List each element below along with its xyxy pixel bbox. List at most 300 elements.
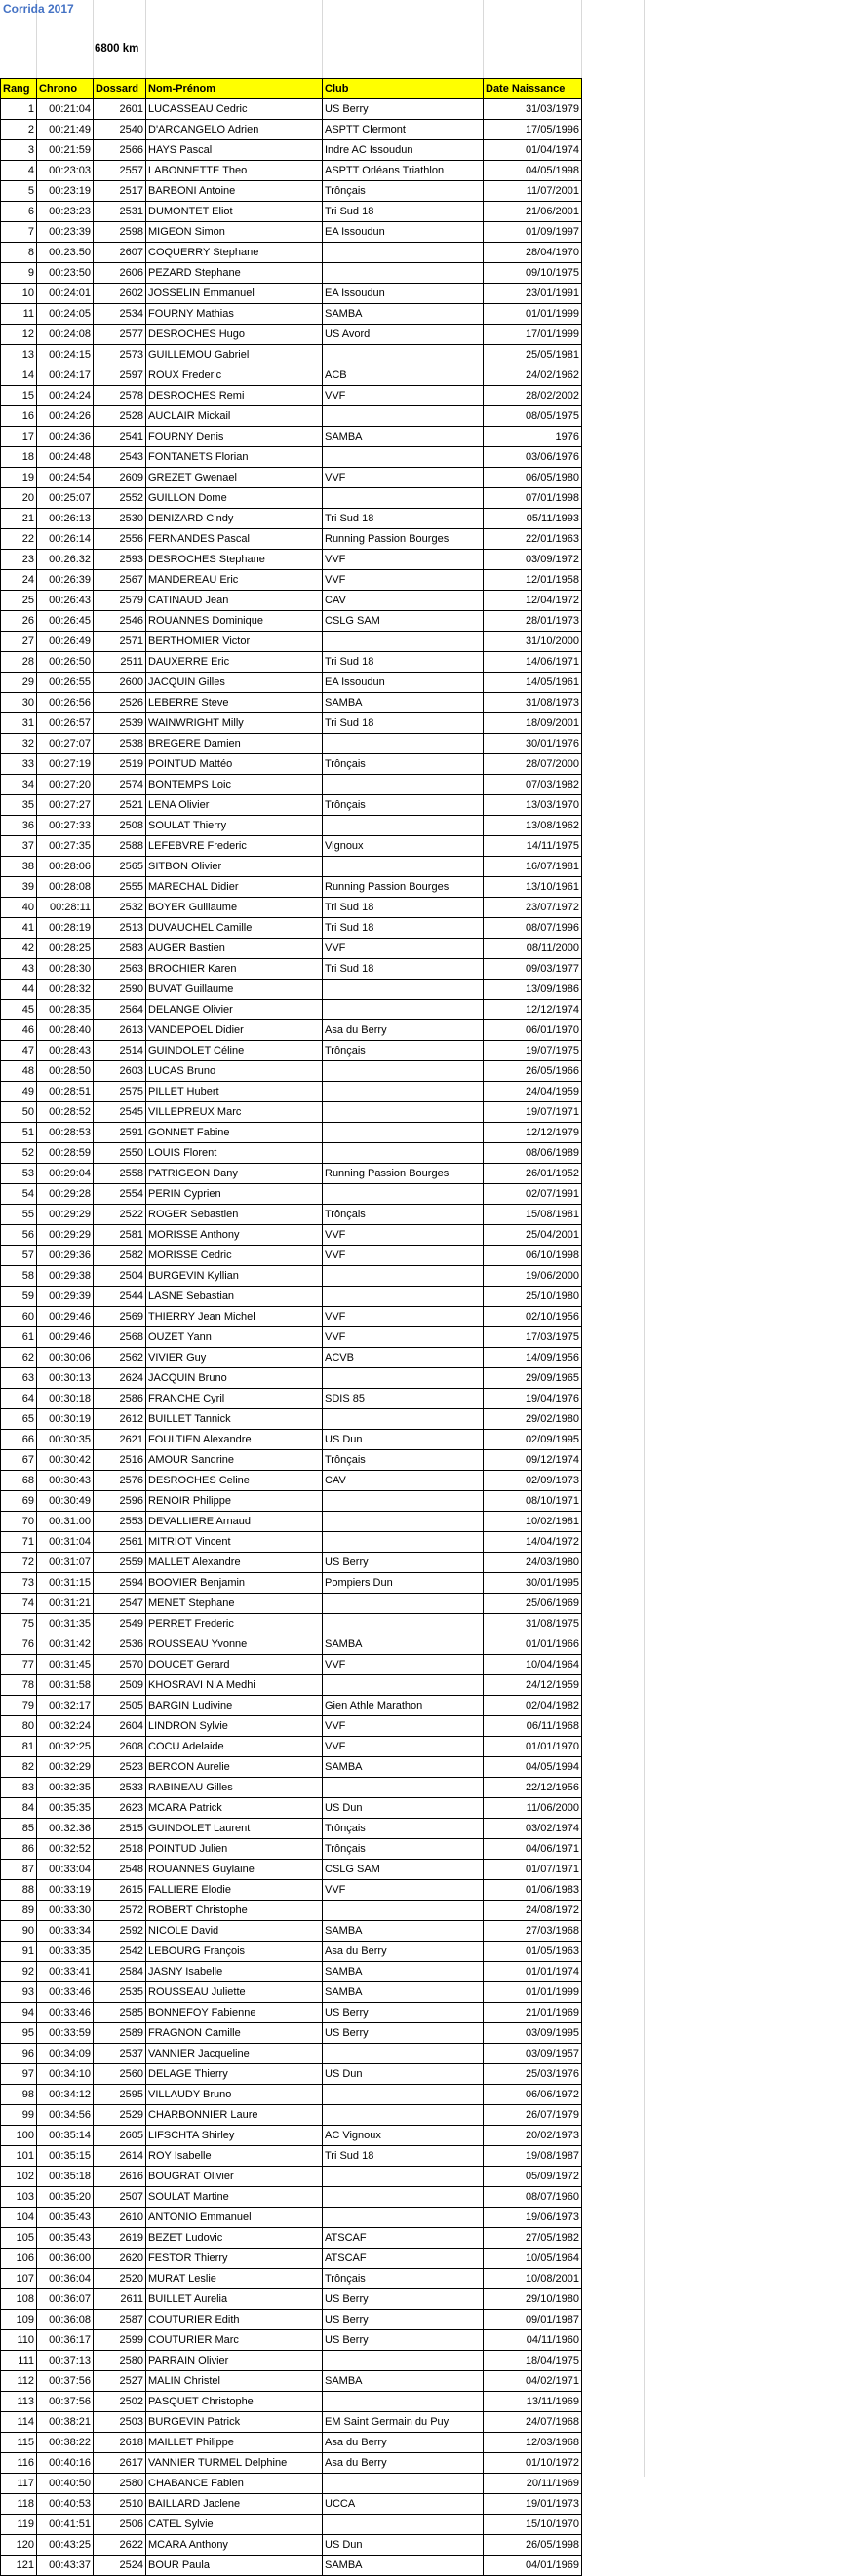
cell-club[interactable]	[323, 734, 484, 754]
cell-chrono[interactable]: 00:31:15	[37, 1573, 94, 1594]
cell-rang[interactable]: 31	[1, 713, 37, 734]
cell-club[interactable]: VVF	[323, 1246, 484, 1266]
cell-nom-prenom[interactable]: ROUSSEAU Yvonne	[146, 1634, 323, 1655]
header-dossard[interactable]: Dossard	[94, 79, 146, 99]
cell-nom-prenom[interactable]: ROUANNES Guylaine	[146, 1860, 323, 1880]
cell-club[interactable]	[323, 980, 484, 1000]
cell-dossard[interactable]: 2606	[94, 263, 146, 284]
cell-date-naissance[interactable]: 14/11/1975	[484, 836, 582, 857]
cell-chrono[interactable]: 00:29:28	[37, 1184, 94, 1205]
cell-club[interactable]: US Berry	[323, 99, 484, 120]
cell-club[interactable]: VVF	[323, 1716, 484, 1737]
cell-rang[interactable]: 32	[1, 734, 37, 754]
cell-chrono[interactable]: 00:28:35	[37, 1000, 94, 1020]
cell-rang[interactable]: 111	[1, 2351, 37, 2371]
cell-dossard[interactable]: 2528	[94, 406, 146, 427]
cell-rang[interactable]: 99	[1, 2105, 37, 2126]
cell-date-naissance[interactable]: 17/05/1996	[484, 120, 582, 140]
cell-club[interactable]: ATSCAF	[323, 2228, 484, 2249]
cell-club[interactable]	[323, 857, 484, 877]
cell-chrono[interactable]: 00:35:14	[37, 2126, 94, 2146]
cell-nom-prenom[interactable]: BUILLET Aurelia	[146, 2289, 323, 2310]
cell-chrono[interactable]: 00:28:08	[37, 877, 94, 898]
cell-nom-prenom[interactable]: VILLEPREUX Marc	[146, 1102, 323, 1123]
cell-date-naissance[interactable]: 19/07/1975	[484, 1041, 582, 1061]
cell-dossard[interactable]: 2615	[94, 1880, 146, 1901]
cell-rang[interactable]: 38	[1, 857, 37, 877]
cell-dossard[interactable]: 2553	[94, 1512, 146, 1532]
cell-nom-prenom[interactable]: JOSSELIN Emmanuel	[146, 284, 323, 304]
cell-rang[interactable]: 6	[1, 202, 37, 222]
cell-chrono[interactable]: 00:26:57	[37, 713, 94, 734]
cell-rang[interactable]: 88	[1, 1880, 37, 1901]
cell-date-naissance[interactable]: 23/07/1972	[484, 898, 582, 918]
cell-dossard[interactable]: 2523	[94, 1757, 146, 1778]
cell-dossard[interactable]: 2571	[94, 632, 146, 652]
cell-club[interactable]: VVF	[323, 386, 484, 406]
cell-rang[interactable]: 94	[1, 2003, 37, 2023]
cell-chrono[interactable]: 00:30:18	[37, 1389, 94, 1409]
cell-rang[interactable]: 16	[1, 406, 37, 427]
cell-nom-prenom[interactable]: LEFEBVRE Frederic	[146, 836, 323, 857]
cell-nom-prenom[interactable]: COUTURIER Edith	[146, 2310, 323, 2330]
cell-club[interactable]	[323, 775, 484, 795]
cell-nom-prenom[interactable]: THIERRY Jean Michel	[146, 1307, 323, 1327]
cell-club[interactable]: CSLG SAM	[323, 611, 484, 632]
cell-chrono[interactable]: 00:33:30	[37, 1901, 94, 1921]
cell-dossard[interactable]: 2597	[94, 365, 146, 386]
cell-club[interactable]	[323, 1082, 484, 1102]
cell-nom-prenom[interactable]: PARRAIN Olivier	[146, 2351, 323, 2371]
cell-rang[interactable]: 119	[1, 2515, 37, 2535]
cell-nom-prenom[interactable]: PERRET Frederic	[146, 1614, 323, 1634]
cell-dossard[interactable]: 2603	[94, 1061, 146, 1082]
cell-rang[interactable]: 120	[1, 2535, 37, 2556]
cell-chrono[interactable]: 00:29:39	[37, 1287, 94, 1307]
cell-rang[interactable]: 106	[1, 2249, 37, 2269]
cell-date-naissance[interactable]: 19/07/1971	[484, 1102, 582, 1123]
cell-chrono[interactable]: 00:30:35	[37, 1430, 94, 1450]
cell-rang[interactable]: 26	[1, 611, 37, 632]
cell-club[interactable]: ACVB	[323, 1348, 484, 1368]
cell-rang[interactable]: 14	[1, 365, 37, 386]
cell-club[interactable]	[323, 345, 484, 365]
cell-nom-prenom[interactable]: DELANGE Olivier	[146, 1000, 323, 1020]
cell-dossard[interactable]: 2595	[94, 2085, 146, 2105]
cell-chrono[interactable]: 00:33:46	[37, 2003, 94, 2023]
cell-date-naissance[interactable]: 26/07/1979	[484, 2105, 582, 2126]
cell-nom-prenom[interactable]: FERNANDES Pascal	[146, 529, 323, 550]
cell-dossard[interactable]: 2596	[94, 1491, 146, 1512]
cell-dossard[interactable]: 2503	[94, 2412, 146, 2433]
cell-chrono[interactable]: 00:29:46	[37, 1307, 94, 1327]
cell-date-naissance[interactable]: 08/10/1971	[484, 1491, 582, 1512]
cell-dossard[interactable]: 2587	[94, 2310, 146, 2330]
cell-nom-prenom[interactable]: BOUR Paula	[146, 2556, 323, 2576]
cell-chrono[interactable]: 00:34:09	[37, 2044, 94, 2064]
cell-club[interactable]: Tri Sud 18	[323, 713, 484, 734]
cell-club[interactable]: Tri Sud 18	[323, 2146, 484, 2167]
cell-club[interactable]	[323, 1368, 484, 1389]
cell-club[interactable]: US Avord	[323, 325, 484, 345]
cell-chrono[interactable]: 00:26:49	[37, 632, 94, 652]
cell-nom-prenom[interactable]: BOUGRAT Olivier	[146, 2167, 323, 2187]
cell-nom-prenom[interactable]: FALLIERE Elodie	[146, 1880, 323, 1901]
cell-date-naissance[interactable]: 30/01/1995	[484, 1573, 582, 1594]
cell-dossard[interactable]: 2518	[94, 1839, 146, 1860]
cell-rang[interactable]: 47	[1, 1041, 37, 1061]
cell-nom-prenom[interactable]: LIFSCHTA Shirley	[146, 2126, 323, 2146]
cell-rang[interactable]: 53	[1, 1164, 37, 1184]
cell-club[interactable]	[323, 2105, 484, 2126]
cell-dossard[interactable]: 2542	[94, 1942, 146, 1962]
cell-nom-prenom[interactable]: MITRIOT Vincent	[146, 1532, 323, 1553]
cell-chrono[interactable]: 00:32:35	[37, 1778, 94, 1798]
cell-chrono[interactable]: 00:36:07	[37, 2289, 94, 2310]
cell-dossard[interactable]: 2602	[94, 284, 146, 304]
cell-nom-prenom[interactable]: LABONNETTE Theo	[146, 161, 323, 181]
cell-date-naissance[interactable]: 27/03/1968	[484, 1921, 582, 1942]
cell-chrono[interactable]: 00:28:25	[37, 939, 94, 959]
cell-date-naissance[interactable]: 26/05/1966	[484, 1061, 582, 1082]
cell-rang[interactable]: 12	[1, 325, 37, 345]
cell-date-naissance[interactable]: 09/03/1977	[484, 959, 582, 980]
cell-rang[interactable]: 92	[1, 1962, 37, 1982]
cell-date-naissance[interactable]: 01/01/1970	[484, 1737, 582, 1757]
cell-date-naissance[interactable]: 22/12/1956	[484, 1778, 582, 1798]
cell-nom-prenom[interactable]: LEBOURG François	[146, 1942, 323, 1962]
cell-club[interactable]	[323, 2392, 484, 2412]
cell-chrono[interactable]: 00:24:15	[37, 345, 94, 365]
header-date-naissance[interactable]: Date Naissance	[484, 79, 582, 99]
cell-chrono[interactable]: 00:31:21	[37, 1594, 94, 1614]
cell-dossard[interactable]: 2533	[94, 1778, 146, 1798]
cell-date-naissance[interactable]: 28/01/1973	[484, 611, 582, 632]
cell-nom-prenom[interactable]: FOURNY Denis	[146, 427, 323, 447]
cell-dossard[interactable]: 2583	[94, 939, 146, 959]
cell-dossard[interactable]: 2513	[94, 918, 146, 939]
cell-chrono[interactable]: 00:29:46	[37, 1327, 94, 1348]
cell-nom-prenom[interactable]: FOURNY Mathias	[146, 304, 323, 325]
cell-dossard[interactable]: 2619	[94, 2228, 146, 2249]
cell-club[interactable]	[323, 1778, 484, 1798]
cell-dossard[interactable]: 2550	[94, 1143, 146, 1164]
cell-rang[interactable]: 28	[1, 652, 37, 673]
cell-club[interactable]: SAMBA	[323, 1634, 484, 1655]
cell-dossard[interactable]: 2507	[94, 2187, 146, 2208]
cell-dossard[interactable]: 2531	[94, 202, 146, 222]
cell-chrono[interactable]: 00:26:39	[37, 570, 94, 591]
cell-dossard[interactable]: 2541	[94, 427, 146, 447]
cell-nom-prenom[interactable]: BUILLET Tannick	[146, 1409, 323, 1430]
cell-club[interactable]: Trônçais	[323, 1041, 484, 1061]
cell-chrono[interactable]: 00:28:50	[37, 1061, 94, 1082]
cell-dossard[interactable]: 2545	[94, 1102, 146, 1123]
cell-dossard[interactable]: 2546	[94, 611, 146, 632]
cell-club[interactable]	[323, 816, 484, 836]
cell-date-naissance[interactable]: 13/09/1986	[484, 980, 582, 1000]
cell-club[interactable]: Pompiers Dun	[323, 1573, 484, 1594]
cell-dossard[interactable]: 2576	[94, 1471, 146, 1491]
cell-dossard[interactable]: 2534	[94, 304, 146, 325]
cell-club[interactable]: Asa du Berry	[323, 2433, 484, 2453]
cell-club[interactable]: Indre AC Issoudun	[323, 140, 484, 161]
cell-date-naissance[interactable]: 24/12/1959	[484, 1675, 582, 1696]
cell-date-naissance[interactable]: 15/08/1981	[484, 1205, 582, 1225]
cell-club[interactable]	[323, 2044, 484, 2064]
cell-rang[interactable]: 76	[1, 1634, 37, 1655]
cell-club[interactable]	[323, 243, 484, 263]
cell-rang[interactable]: 46	[1, 1020, 37, 1041]
cell-date-naissance[interactable]: 21/06/2001	[484, 202, 582, 222]
cell-club[interactable]: Trônçais	[323, 795, 484, 816]
cell-nom-prenom[interactable]: GREZET Gwenael	[146, 468, 323, 488]
cell-chrono[interactable]: 00:34:12	[37, 2085, 94, 2105]
cell-chrono[interactable]: 00:33:46	[37, 1982, 94, 2003]
cell-chrono[interactable]: 00:30:13	[37, 1368, 94, 1389]
cell-nom-prenom[interactable]: BONTEMPS Loic	[146, 775, 323, 795]
cell-chrono[interactable]: 00:40:53	[37, 2494, 94, 2515]
cell-club[interactable]: EA Issoudun	[323, 673, 484, 693]
cell-nom-prenom[interactable]: AUCLAIR Mickail	[146, 406, 323, 427]
cell-nom-prenom[interactable]: GONNET Fabine	[146, 1123, 323, 1143]
cell-dossard[interactable]: 2578	[94, 386, 146, 406]
cell-nom-prenom[interactable]: VANDEPOEL Didier	[146, 1020, 323, 1041]
cell-dossard[interactable]: 2573	[94, 345, 146, 365]
cell-club[interactable]	[323, 263, 484, 284]
cell-dossard[interactable]: 2567	[94, 570, 146, 591]
cell-chrono[interactable]: 00:26:55	[37, 673, 94, 693]
cell-nom-prenom[interactable]: CHABANCE Fabien	[146, 2474, 323, 2494]
cell-rang[interactable]: 60	[1, 1307, 37, 1327]
cell-dossard[interactable]: 2624	[94, 1368, 146, 1389]
cell-rang[interactable]: 69	[1, 1491, 37, 1512]
cell-nom-prenom[interactable]: LEBERRE Steve	[146, 693, 323, 713]
cell-date-naissance[interactable]: 04/06/1971	[484, 1839, 582, 1860]
cell-chrono[interactable]: 00:38:22	[37, 2433, 94, 2453]
cell-nom-prenom[interactable]: DESROCHES Celine	[146, 1471, 323, 1491]
cell-club[interactable]	[323, 2085, 484, 2105]
cell-date-naissance[interactable]: 13/03/1970	[484, 795, 582, 816]
cell-club[interactable]: Asa du Berry	[323, 2453, 484, 2474]
cell-date-naissance[interactable]: 01/06/1983	[484, 1880, 582, 1901]
cell-dossard[interactable]: 2610	[94, 2208, 146, 2228]
cell-chrono[interactable]: 00:26:14	[37, 529, 94, 550]
cell-nom-prenom[interactable]: D'ARCANGELO Adrien	[146, 120, 323, 140]
cell-nom-prenom[interactable]: GUINDOLET Céline	[146, 1041, 323, 1061]
cell-dossard[interactable]: 2614	[94, 2146, 146, 2167]
cell-chrono[interactable]: 00:37:56	[37, 2392, 94, 2412]
cell-rang[interactable]: 37	[1, 836, 37, 857]
cell-chrono[interactable]: 00:34:56	[37, 2105, 94, 2126]
cell-chrono[interactable]: 00:32:25	[37, 1737, 94, 1757]
cell-chrono[interactable]: 00:27:07	[37, 734, 94, 754]
cell-dossard[interactable]: 2611	[94, 2289, 146, 2310]
cell-rang[interactable]: 96	[1, 2044, 37, 2064]
cell-nom-prenom[interactable]: MORISSE Cedric	[146, 1246, 323, 1266]
cell-date-naissance[interactable]: 28/02/2002	[484, 386, 582, 406]
cell-date-naissance[interactable]: 12/01/1958	[484, 570, 582, 591]
cell-date-naissance[interactable]: 01/05/1963	[484, 1942, 582, 1962]
cell-nom-prenom[interactable]: DELAGE Thierry	[146, 2064, 323, 2085]
cell-chrono[interactable]: 00:26:45	[37, 611, 94, 632]
cell-dossard[interactable]: 2540	[94, 120, 146, 140]
cell-nom-prenom[interactable]: DEVALLIERE Arnaud	[146, 1512, 323, 1532]
cell-chrono[interactable]: 00:32:17	[37, 1696, 94, 1716]
cell-rang[interactable]: 85	[1, 1819, 37, 1839]
cell-date-naissance[interactable]: 26/01/1952	[484, 1164, 582, 1184]
cell-date-naissance[interactable]: 10/08/2001	[484, 2269, 582, 2289]
cell-date-naissance[interactable]: 01/01/1999	[484, 1982, 582, 2003]
cell-dossard[interactable]: 2530	[94, 509, 146, 529]
cell-nom-prenom[interactable]: MIGEON Simon	[146, 222, 323, 243]
cell-rang[interactable]: 20	[1, 488, 37, 509]
cell-chrono[interactable]: 00:36:17	[37, 2330, 94, 2351]
cell-dossard[interactable]: 2593	[94, 550, 146, 570]
cell-rang[interactable]: 34	[1, 775, 37, 795]
cell-chrono[interactable]: 00:24:05	[37, 304, 94, 325]
cell-club[interactable]: ACB	[323, 365, 484, 386]
cell-club[interactable]: CAV	[323, 1471, 484, 1491]
cell-date-naissance[interactable]: 03/02/1974	[484, 1819, 582, 1839]
cell-dossard[interactable]: 2520	[94, 2269, 146, 2289]
cell-club[interactable]	[323, 1901, 484, 1921]
cell-rang[interactable]: 83	[1, 1778, 37, 1798]
cell-nom-prenom[interactable]: JACQUIN Gilles	[146, 673, 323, 693]
cell-chrono[interactable]: 00:24:24	[37, 386, 94, 406]
cell-club[interactable]: Tri Sud 18	[323, 202, 484, 222]
cell-date-naissance[interactable]: 01/07/1971	[484, 1860, 582, 1880]
cell-chrono[interactable]: 00:29:04	[37, 1164, 94, 1184]
cell-rang[interactable]: 13	[1, 345, 37, 365]
cell-nom-prenom[interactable]: JASNY Isabelle	[146, 1962, 323, 1982]
cell-chrono[interactable]: 00:40:16	[37, 2453, 94, 2474]
cell-date-naissance[interactable]: 12/03/1968	[484, 2433, 582, 2453]
cell-club[interactable]: US Berry	[323, 2330, 484, 2351]
cell-club[interactable]: US Dun	[323, 1798, 484, 1819]
cell-club[interactable]: US Berry	[323, 2003, 484, 2023]
cell-rang[interactable]: 19	[1, 468, 37, 488]
cell-club[interactable]: VVF	[323, 939, 484, 959]
cell-date-naissance[interactable]: 06/11/1968	[484, 1716, 582, 1737]
cell-nom-prenom[interactable]: ROUX Frederic	[146, 365, 323, 386]
cell-date-naissance[interactable]: 19/06/1973	[484, 2208, 582, 2228]
cell-dossard[interactable]: 2557	[94, 161, 146, 181]
cell-rang[interactable]: 118	[1, 2494, 37, 2515]
cell-rang[interactable]: 33	[1, 754, 37, 775]
cell-club[interactable]	[323, 1614, 484, 1634]
cell-club[interactable]: EM Saint Germain du Puy	[323, 2412, 484, 2433]
cell-dossard[interactable]: 2561	[94, 1532, 146, 1553]
cell-rang[interactable]: 48	[1, 1061, 37, 1082]
cell-rang[interactable]: 75	[1, 1614, 37, 1634]
cell-club[interactable]: ASPTT Orléans Triathlon	[323, 161, 484, 181]
cell-nom-prenom[interactable]: MALLET Alexandre	[146, 1553, 323, 1573]
cell-date-naissance[interactable]: 02/07/1991	[484, 1184, 582, 1205]
cell-rang[interactable]: 25	[1, 591, 37, 611]
cell-chrono[interactable]: 00:24:36	[37, 427, 94, 447]
cell-club[interactable]: Trônçais	[323, 1205, 484, 1225]
cell-chrono[interactable]: 00:35:35	[37, 1798, 94, 1819]
cell-date-naissance[interactable]: 24/07/1968	[484, 2412, 582, 2433]
cell-rang[interactable]: 59	[1, 1287, 37, 1307]
cell-rang[interactable]: 18	[1, 447, 37, 468]
cell-chrono[interactable]: 00:23:39	[37, 222, 94, 243]
cell-date-naissance[interactable]: 09/12/1974	[484, 1450, 582, 1471]
cell-dossard[interactable]: 2585	[94, 2003, 146, 2023]
cell-club[interactable]: VVF	[323, 1737, 484, 1757]
cell-dossard[interactable]: 2535	[94, 1982, 146, 2003]
cell-date-naissance[interactable]: 07/01/1998	[484, 488, 582, 509]
cell-nom-prenom[interactable]: VIVIER Guy	[146, 1348, 323, 1368]
cell-nom-prenom[interactable]: BOOVIER Benjamin	[146, 1573, 323, 1594]
cell-rang[interactable]: 54	[1, 1184, 37, 1205]
cell-club[interactable]	[323, 1266, 484, 1287]
cell-club[interactable]: Trônçais	[323, 1819, 484, 1839]
cell-nom-prenom[interactable]: MCARA Anthony	[146, 2535, 323, 2556]
cell-dossard[interactable]: 2604	[94, 1716, 146, 1737]
cell-dossard[interactable]: 2572	[94, 1901, 146, 1921]
cell-nom-prenom[interactable]: SOULAT Thierry	[146, 816, 323, 836]
cell-rang[interactable]: 22	[1, 529, 37, 550]
cell-rang[interactable]: 80	[1, 1716, 37, 1737]
cell-nom-prenom[interactable]: PERIN Cyprien	[146, 1184, 323, 1205]
cell-nom-prenom[interactable]: KHOSRAVI NIA Medhi	[146, 1675, 323, 1696]
cell-chrono[interactable]: 00:23:19	[37, 181, 94, 202]
cell-rang[interactable]: 100	[1, 2126, 37, 2146]
cell-date-naissance[interactable]: 04/05/1994	[484, 1757, 582, 1778]
cell-dossard[interactable]: 2532	[94, 898, 146, 918]
cell-club[interactable]: US Dun	[323, 1430, 484, 1450]
cell-dossard[interactable]: 2607	[94, 243, 146, 263]
cell-date-naissance[interactable]: 06/01/1970	[484, 1020, 582, 1041]
cell-nom-prenom[interactable]: BONNEFOY Fabienne	[146, 2003, 323, 2023]
cell-rang[interactable]: 77	[1, 1655, 37, 1675]
cell-club[interactable]: SAMBA	[323, 304, 484, 325]
cell-dossard[interactable]: 2589	[94, 2023, 146, 2044]
cell-dossard[interactable]: 2623	[94, 1798, 146, 1819]
cell-nom-prenom[interactable]: BROCHIER Karen	[146, 959, 323, 980]
cell-chrono[interactable]: 00:27:19	[37, 754, 94, 775]
cell-dossard[interactable]: 2613	[94, 1020, 146, 1041]
cell-rang[interactable]: 67	[1, 1450, 37, 1471]
cell-date-naissance[interactable]: 02/10/1956	[484, 1307, 582, 1327]
cell-club[interactable]	[323, 2167, 484, 2187]
cell-dossard[interactable]: 2506	[94, 2515, 146, 2535]
cell-club[interactable]: Gien Athle Marathon	[323, 1696, 484, 1716]
cell-rang[interactable]: 42	[1, 939, 37, 959]
cell-rang[interactable]: 61	[1, 1327, 37, 1348]
cell-nom-prenom[interactable]: FESTOR Thierry	[146, 2249, 323, 2269]
cell-club[interactable]: VVF	[323, 1225, 484, 1246]
cell-date-naissance[interactable]: 31/10/2000	[484, 632, 582, 652]
cell-club[interactable]: SAMBA	[323, 427, 484, 447]
cell-club[interactable]: SAMBA	[323, 2556, 484, 2576]
cell-dossard[interactable]: 2565	[94, 857, 146, 877]
cell-club[interactable]: VVF	[323, 1655, 484, 1675]
cell-club[interactable]: SAMBA	[323, 693, 484, 713]
cell-dossard[interactable]: 2556	[94, 529, 146, 550]
cell-rang[interactable]: 39	[1, 877, 37, 898]
cell-date-naissance[interactable]: 29/10/1980	[484, 2289, 582, 2310]
cell-rang[interactable]: 72	[1, 1553, 37, 1573]
cell-dossard[interactable]: 2591	[94, 1123, 146, 1143]
header-rang[interactable]: Rang	[1, 79, 37, 99]
cell-date-naissance[interactable]: 31/08/1975	[484, 1614, 582, 1634]
cell-club[interactable]: Vignoux	[323, 836, 484, 857]
cell-rang[interactable]: 79	[1, 1696, 37, 1716]
cell-date-naissance[interactable]: 20/11/1969	[484, 2474, 582, 2494]
